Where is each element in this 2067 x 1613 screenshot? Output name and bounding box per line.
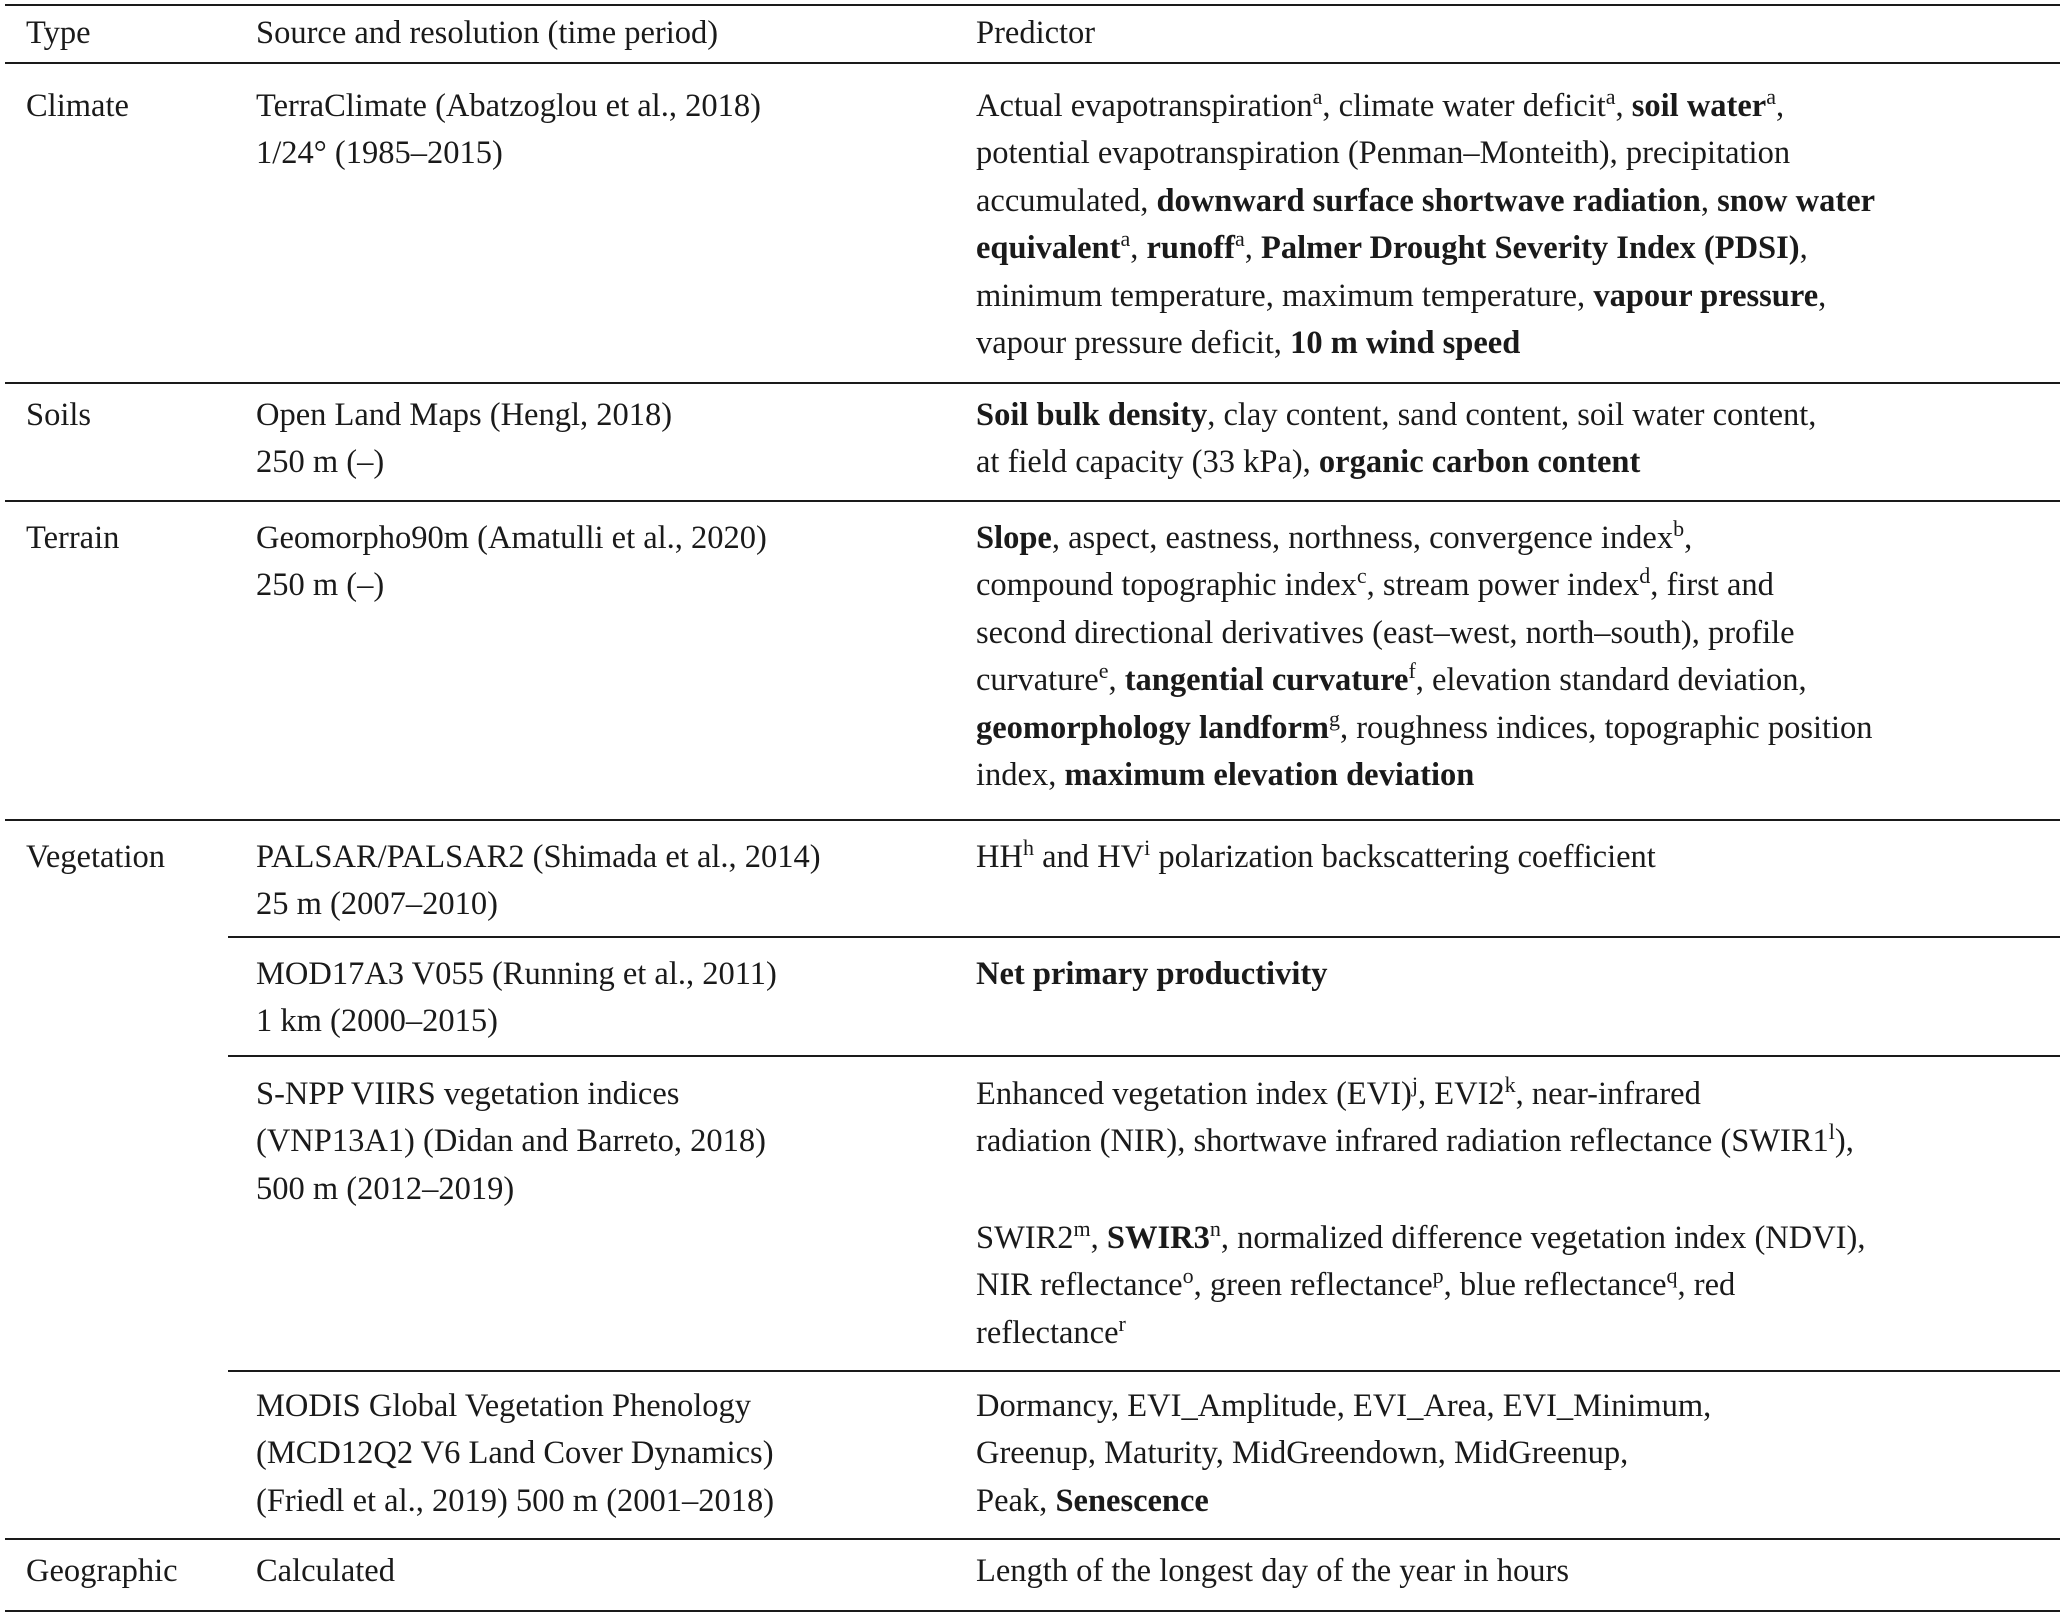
predictor-text: ,: [1130, 230, 1147, 267]
row-predictor: [976, 1548, 1569, 1595]
selected-predictor: organic carbon content: [1318, 444, 1641, 481]
footnote-marker: l: [1828, 1119, 1835, 1145]
header-predictor: Predictor: [976, 15, 1096, 51]
predictor-line: [976, 1430, 1711, 1477]
predictor-line: [976, 225, 1875, 272]
predictor-line: [976, 1118, 1854, 1165]
header-type: Type: [26, 15, 91, 51]
footnote-marker: a: [1120, 226, 1131, 252]
row-predictor-continued: [976, 1215, 1865, 1357]
predictor-text: HH: [976, 839, 1023, 875]
top-rule: [5, 4, 2060, 6]
predictor-text: , first and: [1650, 567, 1774, 604]
predictor-line: [976, 752, 1873, 799]
footnote-marker: b: [1673, 516, 1685, 541]
predictor-text: , blue reflectance: [1443, 1267, 1667, 1304]
predictor-text: reflectance: [976, 1314, 1119, 1351]
header-source: Source and resolution (time period): [256, 15, 719, 51]
selected-predictor: SWIR3: [1106, 1220, 1210, 1256]
predictor-text: vapour pressure deficit,: [976, 325, 1291, 362]
header-rule: [5, 62, 2060, 64]
predictor-text: NIR reflectance: [976, 1267, 1183, 1304]
predictor-line: [976, 320, 1875, 367]
predictor-text: , elevation standard deviation,: [1415, 662, 1807, 699]
predictor-line: [976, 273, 1875, 320]
footnote-marker: j: [1411, 1072, 1418, 1097]
predictor-text: , EVI2: [1418, 1076, 1505, 1112]
selected-predictor: downward surface shortwave radiation: [1156, 182, 1701, 219]
source-line: TerraClimate (Abatzoglou et al., 2018): [256, 88, 761, 124]
predictor-text: Length of the longest day of the year in hours: [976, 1553, 1569, 1589]
footnote-marker: k: [1504, 1072, 1516, 1097]
source-line: 25 m (2007–2010): [256, 886, 498, 923]
row-predictor: [976, 1071, 1854, 1166]
row-predictor: [976, 951, 1327, 998]
predictor-text: , roughness indices, topographic position: [1339, 709, 1873, 746]
footnote-marker: n: [1209, 1216, 1221, 1241]
selected-predictor: runoff: [1146, 230, 1235, 267]
footnote-marker: m: [1073, 1216, 1091, 1241]
source-line: Calculated: [256, 1553, 395, 1589]
predictor-line: [976, 1215, 1865, 1262]
footnote-marker: d: [1639, 563, 1651, 589]
row-divider: [5, 1538, 2060, 1540]
predictor-text: index,: [976, 757, 1065, 794]
predictor-text: and HV: [1033, 839, 1145, 875]
predictor-line: [976, 657, 1873, 704]
row-type: Soils: [26, 397, 92, 433]
predictor-text: , red: [1677, 1267, 1736, 1304]
predictor-line: [976, 1548, 1569, 1595]
predictor-text: ,: [1615, 88, 1632, 124]
predictor-line: [976, 392, 1816, 439]
footnote-marker: a: [1312, 84, 1323, 109]
selected-predictor: maximum elevation deviation: [1064, 757, 1475, 794]
predictor-line: [976, 834, 1656, 881]
predictor-text: , normalized difference vegetation index (NDVI),: [1220, 1220, 1866, 1256]
predictor-line: [976, 562, 1873, 609]
selected-predictor: geomorphology landform: [976, 709, 1329, 746]
row-divider: [5, 819, 2060, 821]
row-type: Climate: [26, 88, 129, 124]
predictor-text: Dormancy, EVI_Amplitude, EVI_Area, EVI_Minimum,: [976, 1388, 1712, 1424]
selected-predictor: 10 m wind speed: [1290, 325, 1521, 362]
source-line: 250 m (–): [256, 444, 385, 481]
predictor-line: [976, 130, 1875, 177]
source-line: 1/24° (1985–2015): [256, 135, 503, 172]
source-line: S-NPP VIIRS vegetation indices: [256, 1076, 680, 1112]
predictor-line: [976, 1478, 1711, 1525]
row-source: [256, 834, 821, 929]
footnote-marker: p: [1432, 1263, 1444, 1289]
predictor-line: [976, 178, 1875, 225]
footnote-marker: g: [1328, 705, 1340, 731]
row-source: [256, 515, 767, 610]
row-source: [256, 83, 761, 178]
predictor-line: [976, 1383, 1711, 1430]
predictor-text: compound topographic index: [976, 567, 1357, 604]
predictor-text: Enhanced vegetation index (EVI): [976, 1076, 1412, 1112]
source-line: Open Land Maps (Hengl, 2018): [256, 397, 673, 433]
selected-predictor: Net primary productivity: [976, 956, 1328, 992]
footnote-marker: h: [1022, 835, 1034, 860]
subrow-divider: [228, 936, 2060, 938]
row-source: [256, 951, 777, 1046]
predictor-line: [976, 951, 1327, 998]
footnote-marker: f: [1408, 658, 1416, 684]
row-source: [256, 1383, 774, 1525]
predictor-line: [976, 439, 1816, 486]
selected-predictor: Palmer Drought Severity Index (PDSI): [1260, 230, 1800, 267]
predictor-text: Greenup, Maturity, MidGreendown, MidGreenup,: [976, 1435, 1629, 1472]
predictor-text: ,: [1244, 230, 1261, 267]
selected-predictor: Slope: [976, 520, 1052, 556]
predictor-text: ,: [1799, 230, 1808, 267]
predictor-text: , stream power index: [1366, 567, 1640, 604]
predictor-text: ),: [1834, 1123, 1854, 1160]
predictor-text: ,: [1108, 662, 1125, 699]
predictor-text: curvature: [976, 662, 1099, 699]
predictor-text: accumulated,: [976, 182, 1157, 219]
predictor-text: at field capacity (33 kPa),: [976, 444, 1319, 481]
source-line: 1 km (2000–2015): [256, 1003, 498, 1040]
bottom-rule: [5, 1610, 2060, 1612]
predictor-text: ,: [1700, 182, 1718, 219]
row-divider: [5, 500, 2060, 502]
predictor-text: Peak,: [976, 1482, 1056, 1519]
subrow-divider: [228, 1370, 2060, 1372]
predictor-text: minimum temperature, maximum temperature,: [976, 277, 1594, 314]
source-line: (MCD12Q2 V6 Land Cover Dynamics): [256, 1435, 774, 1472]
predictor-text: , green reflectance: [1193, 1267, 1433, 1304]
footnote-marker: e: [1098, 658, 1109, 684]
predictor-text: , climate water deficit: [1322, 88, 1606, 124]
predictor-text: , clay content, sand content, soil water content,: [1207, 397, 1817, 433]
selected-predictor: soil water: [1631, 88, 1767, 124]
footnote-marker: a: [1766, 84, 1776, 109]
footnote-marker: i: [1144, 835, 1151, 860]
predictor-line: [976, 1071, 1854, 1118]
predictor-text: ,: [1775, 88, 1785, 124]
row-source: [256, 392, 672, 487]
predictor-line: [976, 610, 1873, 657]
selected-predictor: snow water: [1717, 182, 1876, 219]
predictor-text: ,: [1090, 1220, 1107, 1256]
predictor-text: , aspect, eastness, northness, convergence index: [1051, 520, 1674, 556]
row-predictor: [976, 392, 1816, 487]
footnote-marker: a: [1605, 84, 1616, 109]
row-source: [256, 1548, 395, 1595]
source-line: PALSAR/PALSAR2 (Shimada et al., 2014): [256, 839, 821, 875]
predictor-line: [976, 1310, 1865, 1357]
predictor-line: [976, 1262, 1865, 1309]
selected-predictor: vapour pressure: [1593, 277, 1819, 314]
source-line: 500 m (2012–2019): [256, 1170, 515, 1207]
footnote-marker: o: [1182, 1263, 1194, 1289]
row-type: Vegetation: [26, 839, 165, 875]
predictor-text: Actual evapotranspiration: [976, 88, 1313, 124]
footnote-marker: r: [1118, 1310, 1126, 1336]
predictor-text: radiation (NIR), shortwave infrared radiation reflectance (SWIR1: [976, 1123, 1829, 1160]
row-predictor: [976, 834, 1656, 881]
row-type: Terrain: [26, 520, 120, 556]
footnote-marker: c: [1356, 563, 1367, 589]
predictor-line: [976, 705, 1873, 752]
footnote-marker: a: [1234, 226, 1245, 252]
predictor-text: , near-infrared: [1515, 1076, 1701, 1112]
selected-predictor: equivalent: [976, 230, 1121, 267]
source-line: 250 m (–): [256, 567, 385, 604]
predictor-text: second directional derivatives (east–west, north–south), profile: [976, 614, 1795, 651]
row-predictor: [976, 515, 1873, 799]
row-predictor: [976, 1383, 1711, 1525]
predictor-line: [976, 515, 1873, 562]
selected-predictor: Senescence: [1055, 1482, 1209, 1519]
row-source: [256, 1071, 766, 1213]
footnote-marker: q: [1666, 1263, 1678, 1289]
source-line: MODIS Global Vegetation Phenology: [256, 1388, 751, 1424]
predictor-text: ,: [1818, 277, 1827, 314]
row-divider: [5, 382, 2060, 384]
source-line: Geomorpho90m (Amatulli et al., 2020): [256, 520, 767, 556]
source-line: (Friedl et al., 2019) 500 m (2001–2018): [256, 1482, 775, 1519]
predictor-line: [976, 83, 1875, 130]
source-line: (VNP13A1) (Didan and Barreto, 2018): [256, 1123, 766, 1160]
source-line: MOD17A3 V055 (Running et al., 2011): [256, 956, 777, 992]
predictor-text: SWIR2: [976, 1220, 1074, 1256]
predictor-text: potential evapotranspiration (Penman–Monteith), precipitation: [976, 135, 1791, 172]
subrow-divider: [228, 1055, 2060, 1057]
selected-predictor: Soil bulk density: [976, 397, 1208, 433]
predictor-text: ,: [1684, 520, 1693, 556]
selected-predictor: tangential curvature: [1124, 662, 1409, 699]
predictor-text: polarization backscattering coefficient: [1150, 839, 1656, 875]
row-type: Geographic: [26, 1553, 178, 1589]
row-predictor: [976, 83, 1875, 367]
